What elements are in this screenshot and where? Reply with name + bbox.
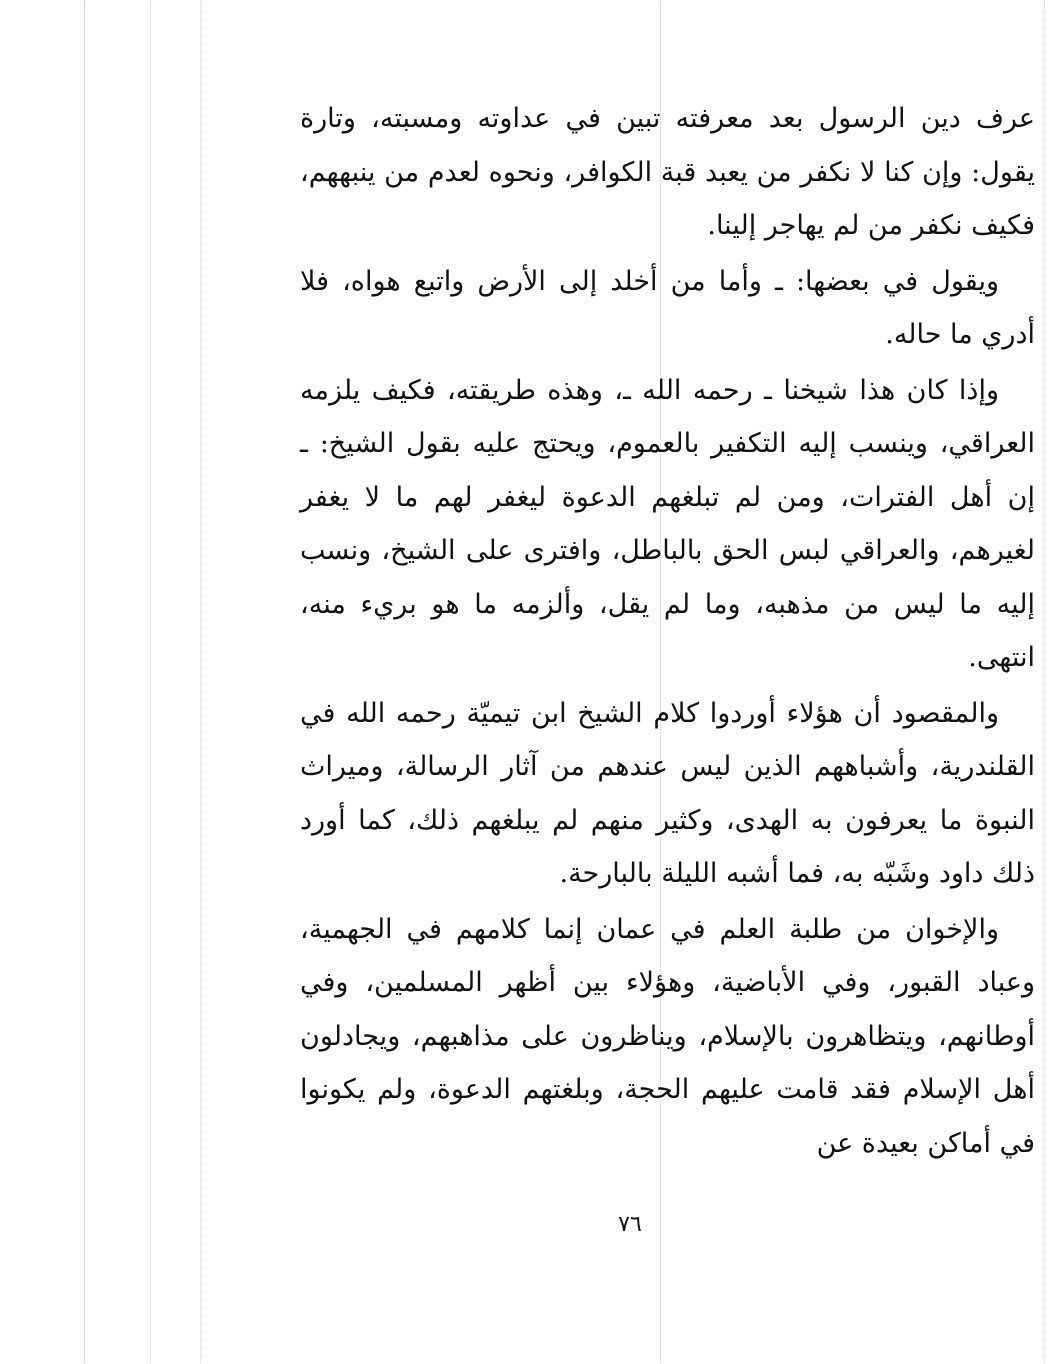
page-number: ٧٦ [618, 1212, 642, 1237]
paragraph-continuation: عرف دين الرسول بعد معرفته تبين في عداوته ومسبته، وتارة يقول: وإن كنا لا نكفر من يعبد قبة الكوافر، ونحوه لعدم من ينبههم، فكيف نكفر من لم يهاجر إلينا. [300, 103, 1035, 241]
scan-fold-line [200, 0, 201, 1364]
paragraph: وإذا كان هذا شيخنا ـ رحمه الله ـ، وهذه طريقته، فكيف يلزمه العراقي، وينسب إليه التكفير بالعموم، ويحتج عليه بقول الشيخ: ـ إن أهل الفترات، ومن لم تبلغهم الدعوة ليغفر لهم ما لا يغفر لغيرهم، والعراقي لبس الحق بالباطل، وافترى على الشيخ، ونسب إليه ما ليس من مذهبه، وما لم يقل، وألزمه ما هو بريء منه، انتهى. [300, 374, 1035, 673]
body-text [300, 92, 1035, 1170]
scan-fold-line [150, 0, 151, 1364]
scan-fold-line [84, 0, 85, 1364]
paragraph: والإخوان من طلبة العلم في عمان إنما كلامهم في الجهمية، وعباد القبور، وفي الأباضية، وهؤلاء بين أظهر المسلمين، وفي أوطانهم، ويتظاهرون بالإسلام، ويناظرون على مذاهبهم، ويجادلون أهل الإسلام فقد قامت عليهم الحجة، وبلغتهم الدعوة، ولم يكونوا في أماكن بعيدة عن [300, 913, 1035, 1159]
scan-fold-line [1044, 0, 1045, 1364]
paragraph: ويقول في بعضها: ـ وأما من أخلد إلى الأرض واتبع هواه، فلا أدري ما حاله. [300, 265, 1035, 350]
paragraph: والمقصود أن هؤلاء أوردوا كلام الشيخ ابن تيميّة رحمه الله في القلندرية، وأشباههم الذين ليس عندهم من آثار الرسالة، وميراث النبوة ما يعرفون به الهدى، وكثير منهم لم يبلغهم ذلك، كما أورد ذلك داود وشَبّه به، فما أشبه الليلة بالبارحة. [300, 697, 1035, 889]
